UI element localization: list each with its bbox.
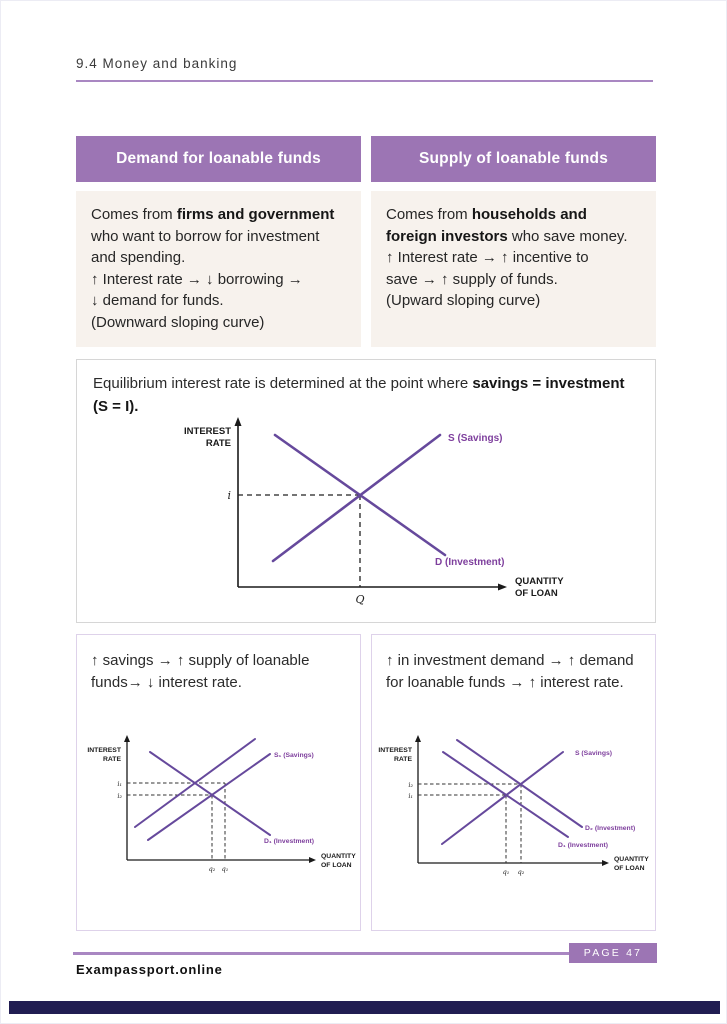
savings-curve: [442, 752, 563, 844]
i1-tick: i₁: [117, 780, 122, 788]
y-axis-arrow-icon: [235, 417, 242, 426]
savings-curve-label: S (Savings): [448, 433, 503, 444]
section-title: 9.4 Money and banking: [76, 56, 238, 71]
demand-heading: Demand for loanable funds: [76, 136, 361, 182]
investment-shift-panel: [371, 634, 656, 931]
footer-rule: [73, 952, 571, 955]
demand-effect-line1: ↑ Interest rate → ↓ borrowing →: [91, 270, 303, 288]
y-axis-label: INTEREST: [378, 747, 412, 754]
svg-text:OF LOAN: OF LOAN: [321, 862, 352, 869]
supply-effect-line1: ↑ Interest rate → ↑ incentive to: [386, 249, 589, 267]
y-axis-label: INTEREST: [87, 747, 121, 754]
i2-tick: i₂: [117, 792, 122, 800]
investment-shift-diagram: [375, 730, 660, 890]
demand-intro: Comes from firms and government who want to borrow for investment and spending.: [91, 206, 335, 267]
demand-effect-line2: ↓ demand for funds.: [91, 292, 224, 310]
savings-shift-text: ↑ savings → ↑ supply of loanable funds→ ↓ interest rate.: [91, 652, 310, 691]
supply-heading: Supply of loanable funds: [371, 136, 656, 182]
x-axis-label: QUANTITY: [614, 856, 649, 863]
supply-note: (Upward sloping curve): [386, 292, 541, 310]
d2-curve-label: D₂ (Investment): [585, 825, 636, 832]
savings-curve-label: S (Savings): [575, 750, 613, 757]
investment-curve: [275, 435, 445, 555]
interest-tick: i: [227, 489, 231, 502]
equilibrium-panel: [76, 359, 656, 623]
supply-description: [371, 191, 656, 347]
svg-text:OF LOAN: OF LOAN: [515, 588, 558, 599]
quantity-tick: Q: [355, 593, 365, 606]
x-axis-arrow-icon: [602, 860, 609, 866]
q1-tick: q₁: [502, 868, 510, 876]
svg-text:RATE: RATE: [103, 756, 121, 763]
investment-curve-label: D (Investment): [435, 557, 505, 568]
x-axis-label: QUANTITY: [321, 853, 356, 860]
x-axis-arrow-icon: [309, 857, 316, 863]
q1-tick: q₁: [221, 865, 229, 873]
i1-tick: i₁: [408, 792, 413, 800]
equilibrium-diagram: [165, 417, 585, 617]
svg-text:OF LOAN: OF LOAN: [614, 865, 645, 872]
svg-text:RATE: RATE: [205, 438, 231, 449]
x-axis-arrow-icon: [498, 584, 507, 591]
savings-shift-panel: [76, 634, 361, 931]
savings-shift-diagram: [80, 730, 365, 890]
d1-curve-label: D₁ (Investment): [558, 842, 609, 849]
bottom-accent-bar: [9, 1001, 720, 1014]
q2-tick: q₂: [208, 865, 216, 873]
supply-intro: Comes from households and foreign investors who save money.: [386, 206, 628, 245]
page-number-badge: PAGE 47: [569, 943, 657, 963]
equilibrium-text: Equilibrium interest rate is determined at the point where savings = investment (S = I).: [93, 375, 625, 415]
savings-curve-label: S₁ (Savings): [274, 752, 314, 759]
investment-curve-label: D₁ (Investment): [264, 838, 315, 845]
q2-tick: q₂: [517, 868, 525, 876]
svg-text:RATE: RATE: [394, 756, 412, 763]
demand-description: [76, 191, 361, 347]
i2-tick: i₂: [408, 781, 413, 789]
savings-curve-shifted: [148, 754, 270, 840]
x-axis-label: QUANTITY: [515, 576, 564, 587]
y-axis-arrow-icon: [124, 735, 130, 742]
site-name: Exampassport.online: [76, 962, 223, 977]
investment-curve: [150, 752, 270, 835]
demand-note: (Downward sloping curve): [91, 313, 265, 331]
investment-shift-text: ↑ in investment demand → ↑ demand for loanable funds → ↑ interest rate.: [386, 652, 634, 691]
y-axis-arrow-icon: [415, 735, 421, 742]
savings-curve: [273, 435, 440, 561]
title-rule: [76, 80, 653, 82]
y-axis-label: INTEREST: [184, 426, 231, 437]
supply-effect-line2: save → ↑ supply of funds.: [386, 270, 558, 288]
